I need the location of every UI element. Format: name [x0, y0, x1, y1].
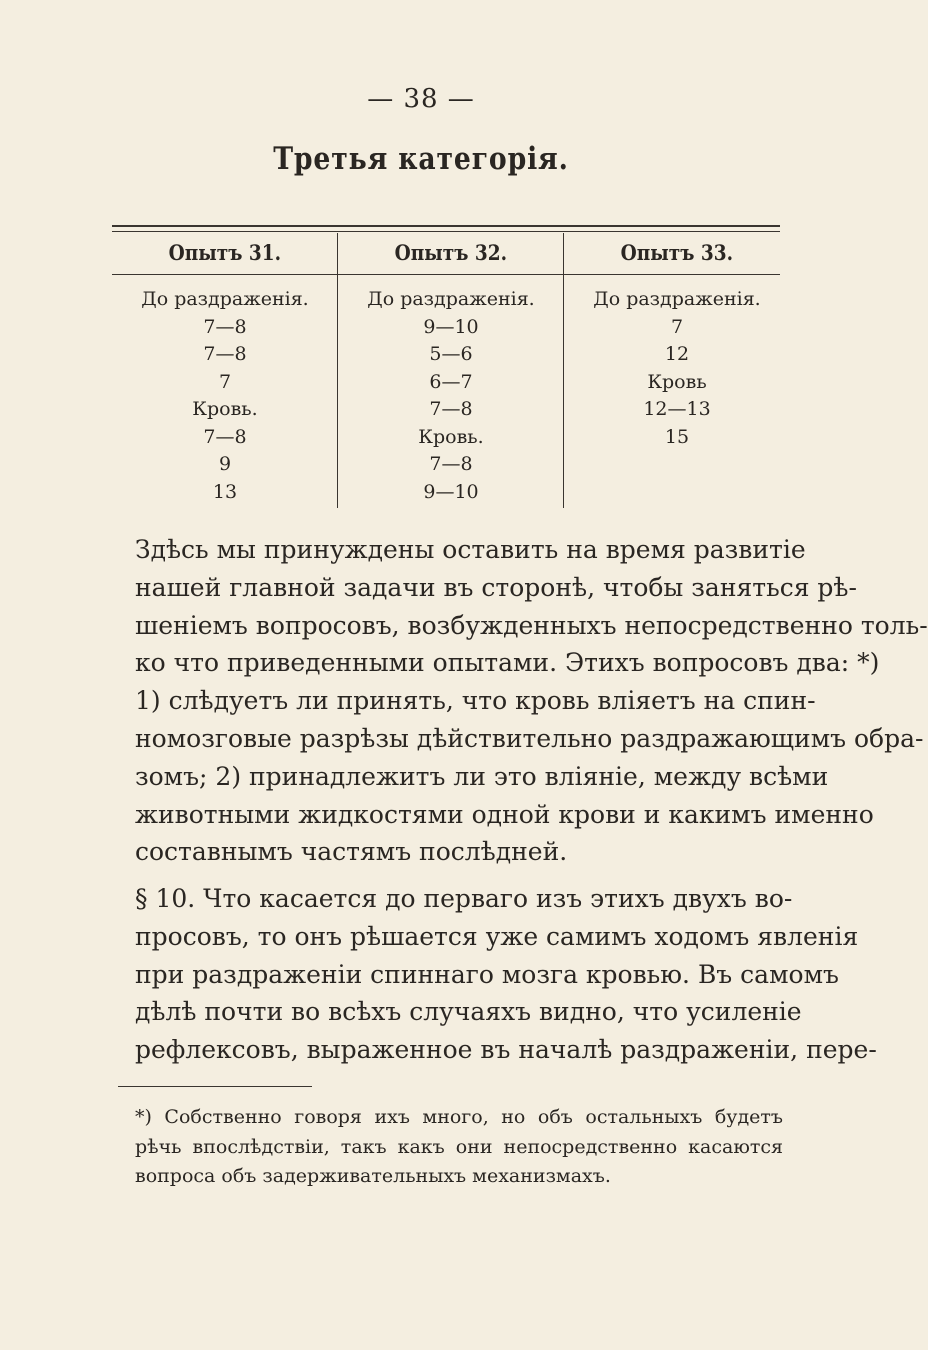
table-cell: 7—8 [429, 453, 473, 475]
table-column-header [564, 240, 790, 265]
table-cell: Кровь. [418, 425, 484, 448]
table-header-rule [112, 274, 780, 275]
text-line: зомъ; 2) принадлежитъ ли это вліяніе, между всѣми [135, 761, 829, 791]
table-cell: 7—8 [203, 315, 247, 338]
text-line: при раздраженіи спиннаго мозга кровью. Въ самомъ [135, 959, 839, 989]
page-number: — 38 — [367, 84, 475, 114]
table-cell: Кровь [647, 370, 707, 393]
table-cell: 7 [670, 315, 684, 338]
table-cell: 13 [212, 480, 238, 503]
table-cell: 7—8 [203, 425, 247, 448]
text-line: рефлексовъ, выраженное въ началѣ раздраженіи, пере- [135, 1035, 877, 1065]
text-line: § 10. Что касается до перваго изъ этихъ двухъ во- [135, 884, 793, 913]
table-cell: 5—6 [429, 343, 473, 365]
text-line: вопроса объ задерживательныхъ механизмахъ. [135, 1165, 611, 1187]
section-heading: Третья категорія. [273, 141, 569, 177]
table-cell: До раздраженія. [141, 288, 309, 310]
table-cell: 7 [218, 370, 232, 393]
table-cell: 7—8 [203, 343, 247, 365]
table-cell: 6—7 [429, 370, 473, 393]
table-cell: 12 [664, 343, 690, 365]
text-line: ко что приведенными опытами. Этихъ вопросовъ два: *) [135, 648, 880, 678]
text-line: шеніемъ вопросовъ, возбужденныхъ непосредственно толь- [135, 610, 928, 640]
table-top-rule [112, 225, 780, 227]
table-cell: Кровь. [192, 398, 258, 420]
text-line: дѣлѣ почти во всѣхъ случаяхъ видно, что усиленіе [135, 997, 802, 1027]
table-cell: 15 [664, 425, 690, 448]
table-top-rule-2 [112, 231, 780, 232]
table-column-header [338, 240, 564, 265]
table-column-header [112, 240, 338, 265]
table-cell: 9—10 [423, 315, 479, 338]
text-line: рѣчь впослѣдствіи, такъ какъ они непосредственно касаются [135, 1135, 783, 1158]
table-cell: 9 [218, 453, 232, 475]
text-line: номозговые разрѣзы дѣйствительно раздражающимъ обра- [135, 723, 924, 753]
table-column-header-text: Опытъ 32. [394, 240, 508, 265]
text-line: животными жидкостями одной крови и какимъ именно [135, 799, 874, 829]
text-line: Здѣсь мы принуждены оставить на время развитіе [135, 535, 806, 564]
paragraph-2 [135, 880, 877, 1069]
table-cell: До раздраженія. [367, 288, 535, 310]
table-cell: 9—10 [423, 480, 479, 503]
text-line: 1) слѣдуетъ ли принять, что кровь вліяетъ на спин- [135, 686, 816, 716]
table-cell: 12—13 [643, 398, 711, 420]
table-column-header-text: Опытъ 33. [620, 240, 734, 265]
text-line: просовъ, то онъ рѣшается уже самимъ ходомъ явленія [135, 921, 859, 951]
text-line: составнымъ частямъ послѣдней. [135, 837, 568, 867]
table-cell: До раздраженія. [593, 288, 761, 310]
footnote [135, 1103, 783, 1192]
footnote-rule [118, 1086, 312, 1087]
table-column-header-text: Опытъ 31. [168, 240, 282, 265]
text-line: нашей главной задачи въ сторонѣ, чтобы заняться рѣ- [135, 572, 857, 602]
table-cell: 7—8 [429, 398, 473, 420]
paragraph-1 [135, 531, 928, 871]
text-line: *) Собственно говоря ихъ много, но объ остальныхъ будетъ [135, 1106, 783, 1128]
